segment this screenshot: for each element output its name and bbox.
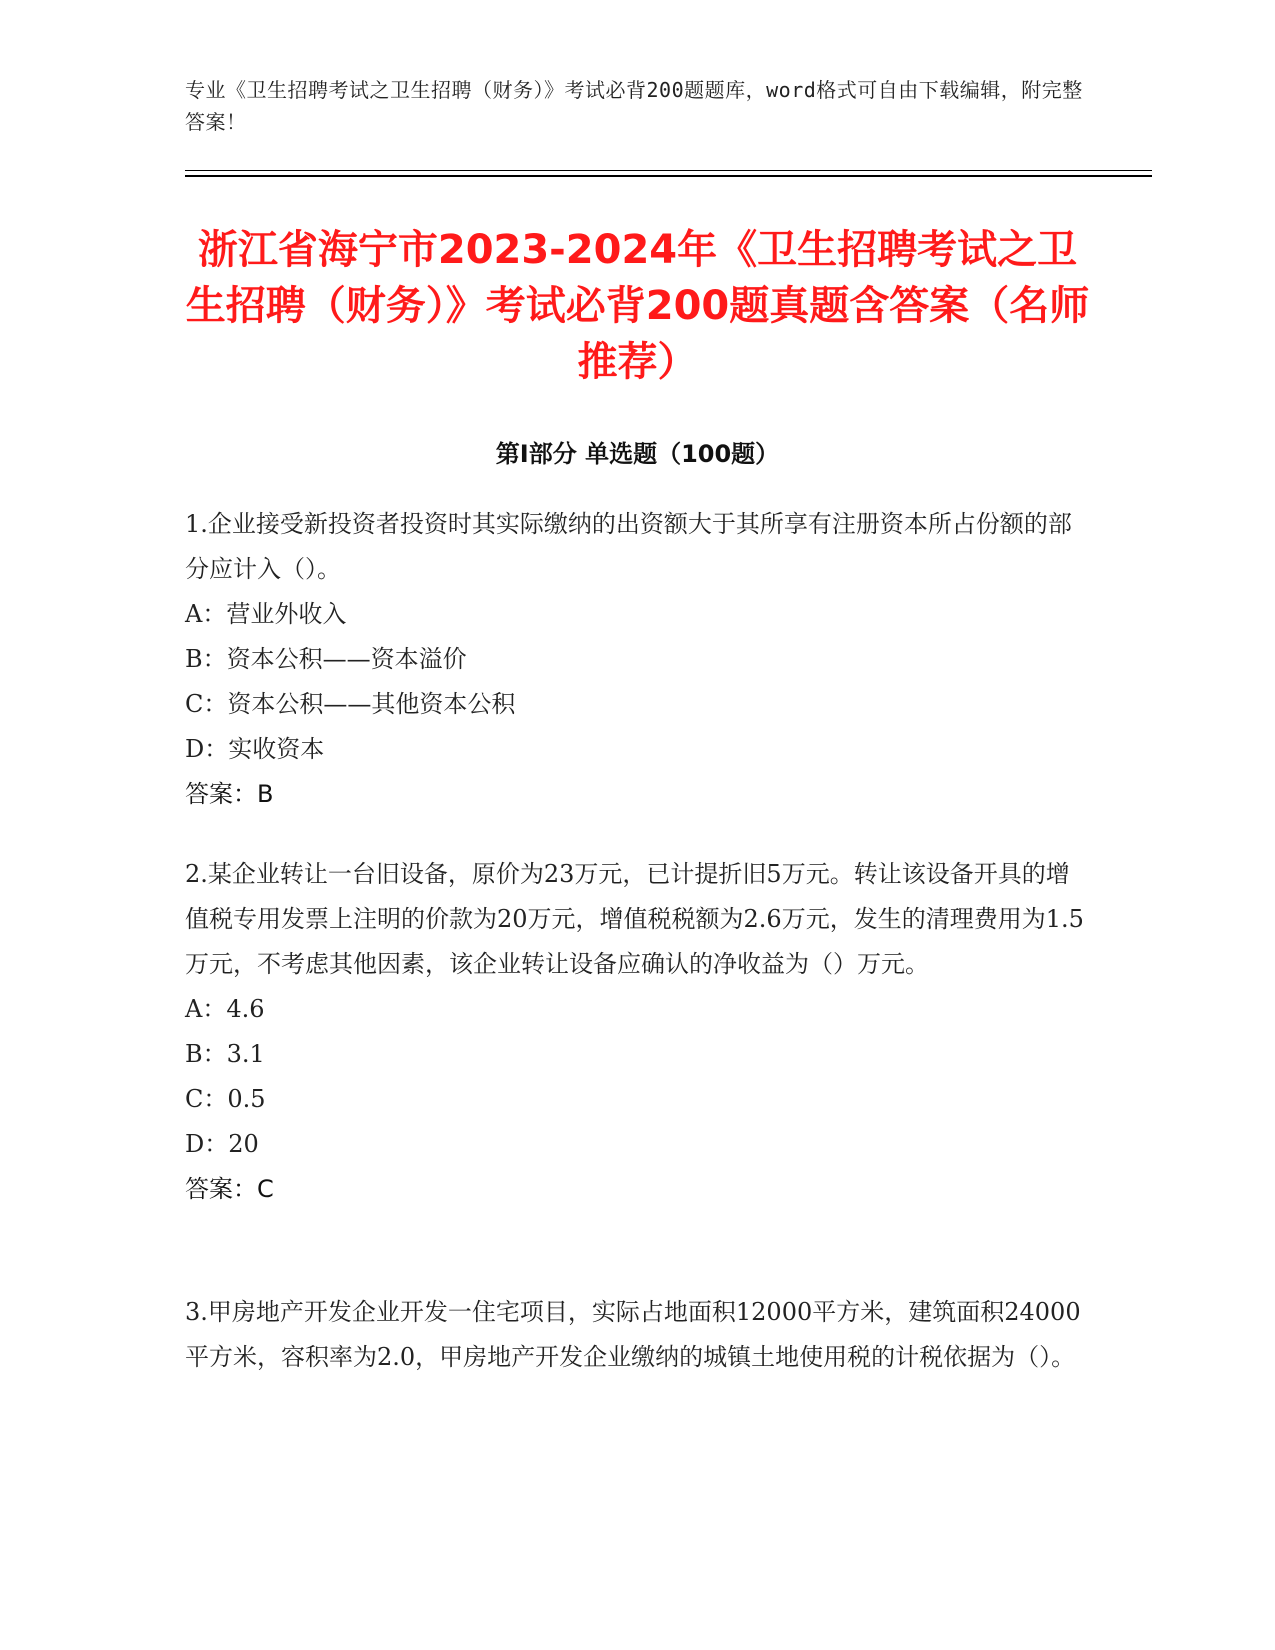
option-b: B：资本公积——资本溢价 <box>185 645 467 673</box>
option-d: D：实收资本 <box>185 735 325 763</box>
question-2 <box>185 852 1085 1212</box>
question-stem: 1.企业接受新投资者投资时其实际缴纳的出资额大于其所享有注册资本所占份额的部分应计入（）。 <box>185 510 1072 583</box>
option-b: B：3.1 <box>185 1040 265 1068</box>
header-note: 专业《卫生招聘考试之卫生招聘（财务）》考试必背200题题库，word格式可自由下载编辑，附完整答案！ <box>185 78 1083 134</box>
section-title: 第Ⅰ部分 单选题（100题） <box>495 440 780 468</box>
question-3 <box>185 1290 1085 1380</box>
question-stem: 2.某企业转让一台旧设备，原价为23万元，已计提折旧5万元。转让该设备开具的增值税专用发票上注明的价款为20万元，增值税税额为2.6万元，发生的清理费用为1.5万元，不考虑其他因素，该企业转让设备应确认的净收益为（）万元。 <box>185 860 1084 978</box>
option-c: C：0.5 <box>185 1085 266 1113</box>
answer: 答案：B <box>185 780 274 808</box>
option-a: A：4.6 <box>185 995 265 1023</box>
option-a: A：营业外收入 <box>185 600 347 628</box>
document-title: 浙江省海宁市2023-2024年《卫生招聘考试之卫生招聘（财务）》考试必背200题真题含答案（名师推荐） <box>185 227 1090 385</box>
header-rule-thick <box>185 175 1152 177</box>
option-c: C：资本公积——其他资本公积 <box>185 690 516 718</box>
option-d: D：20 <box>185 1130 259 1158</box>
question-1 <box>185 502 1085 817</box>
answer: 答案：C <box>185 1175 274 1203</box>
header-rule-thin <box>185 170 1152 171</box>
question-stem: 3.甲房地产开发企业开发一住宅项目，实际占地面积12000平方米，建筑面积24000平方米，容积率为2.0，甲房地产开发企业缴纳的城镇土地使用税的计税依据为（）。 <box>185 1298 1081 1371</box>
